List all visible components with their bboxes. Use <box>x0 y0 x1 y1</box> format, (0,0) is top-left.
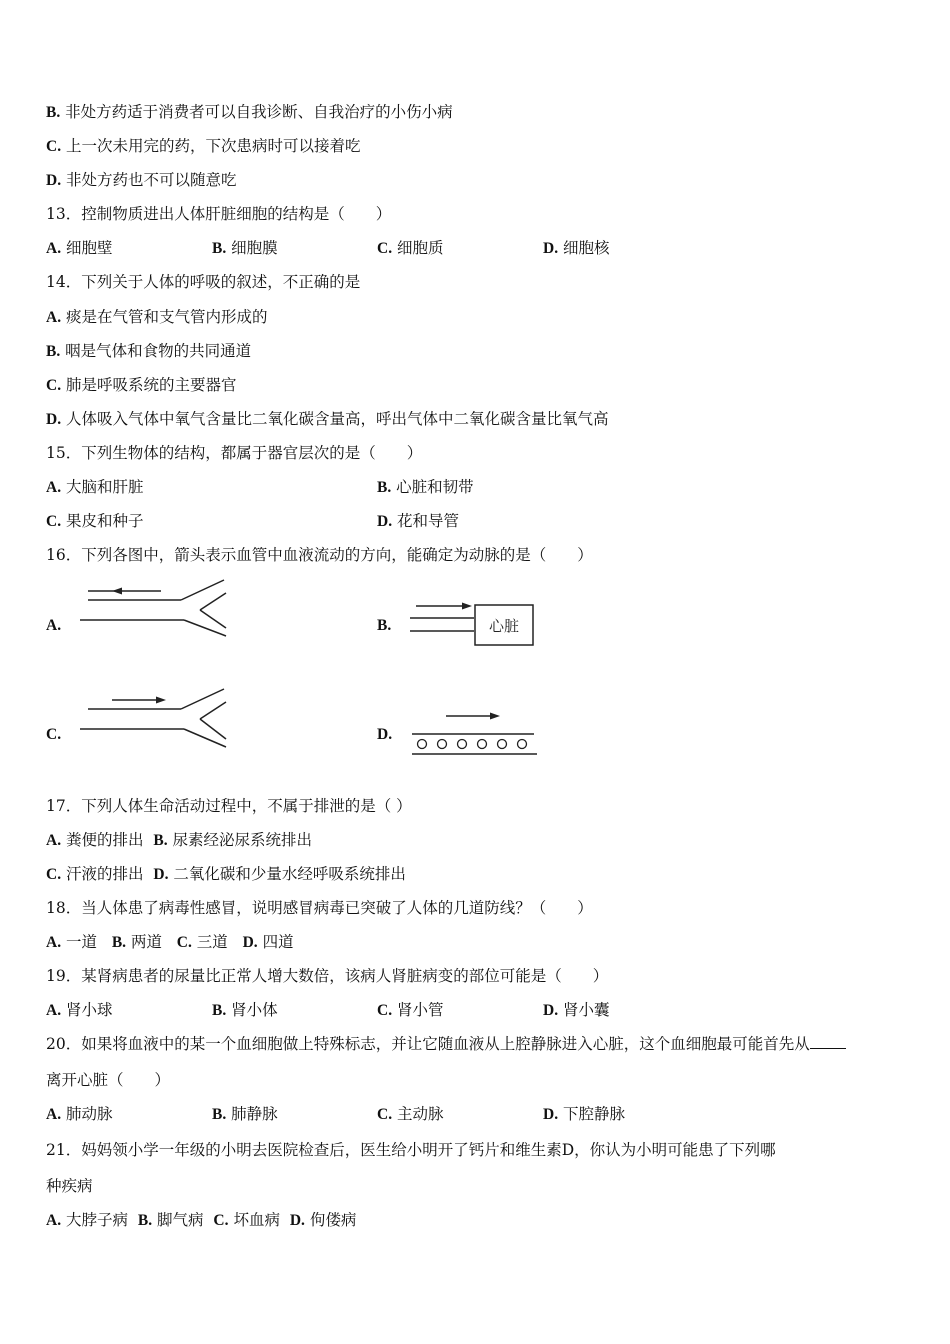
q16-d-arrowhead <box>490 713 500 720</box>
q16-label-d: D. <box>377 726 393 743</box>
q20-answer-blank[interactable] <box>810 1034 846 1049</box>
q16-d-cell <box>498 740 507 749</box>
q17-options-cd: C. 汗液的排出 D. 二氧化碳和少量水经呼吸系统排出 <box>46 865 406 883</box>
q16-c-arrowhead <box>156 697 166 704</box>
q20-stem-line2: 离开心脏（ ） <box>46 1071 171 1089</box>
q16-b-arrowhead <box>462 603 472 610</box>
q19-stem: 19．某肾病患者的尿量比正常人增大数倍，该病人肾脏病变的部位可能是（ ） <box>46 967 609 985</box>
q16-diagram-c <box>76 687 236 749</box>
q16-stem: 16．下列各图中，箭头表示血管中血液流动的方向，能确定为动脉的是（ ） <box>46 546 593 564</box>
q21-stem-line2: 种疾病 <box>46 1177 93 1195</box>
q16-c-branch-bottom <box>184 729 226 747</box>
q16-d-cell <box>418 740 427 749</box>
q15-option-b: B. 心脏和韧带 <box>377 478 474 496</box>
q16-b-heart-label: 心脏 <box>488 617 520 635</box>
q16-diagram-b <box>404 598 539 648</box>
q20-option-b: B. 肺静脉 <box>212 1105 278 1123</box>
q16-d-cell <box>478 740 487 749</box>
q18-stem: 18．当人体患了病毒性感冒，说明感冒病毒已突破了人体的几道防线？（ ） <box>46 899 593 917</box>
q16-label-c: C. <box>46 726 62 743</box>
q20-option-c: C. 主动脉 <box>377 1105 444 1123</box>
q16-c-fork-lower <box>200 719 226 739</box>
q13-option-a: A. 细胞壁 <box>46 239 113 257</box>
q15-stem: 15．下列生物体的结构，都属于器官层次的是（ ） <box>46 444 423 462</box>
q17-options-ab: A. 粪便的排出 B. 尿素经泌尿系统排出 <box>46 831 313 849</box>
q16-label-b: B. <box>377 617 392 634</box>
q16-a-fork-upper <box>200 593 226 610</box>
q16-a-branch-bottom <box>184 620 226 636</box>
q13-stem: 13．控制物质进出人体肝脏细胞的结构是（ ） <box>46 205 392 223</box>
q16-diagram-d <box>404 706 544 758</box>
q14-stem: 14．下列关于人体的呼吸的叙述，不正确的是 <box>46 273 361 291</box>
q21-stem-line1: 21．妈妈领小学一年级的小明去医院检查后，医生给小明开了钙片和维生素D，你认为小明可能患了下列哪 <box>46 1141 776 1159</box>
q16-d-cell <box>438 740 447 749</box>
q20-option-a: A. 肺动脉 <box>46 1105 113 1123</box>
q17-stem: 17．下列人体生命活动过程中，不属于排泄的是（ ） <box>46 797 412 815</box>
q12-option-d: D. 非处方药也不可以随意吃 <box>46 171 237 189</box>
q16-d-cell <box>458 740 467 749</box>
q14-option-d: D. 人体吸入气体中氧气含量比二氧化碳含量高，呼出气体中二氧化碳含量比氧气高 <box>46 410 609 428</box>
q19-option-c: C. 肾小管 <box>377 1001 444 1019</box>
q16-d-cell <box>518 740 527 749</box>
q16-a-arrowhead <box>112 588 122 595</box>
q14-option-a: A. 痰是在气管和支气管内形成的 <box>46 308 268 326</box>
q19-option-b: B. 肾小体 <box>212 1001 278 1019</box>
q16-diagram-a <box>76 578 236 638</box>
q13-option-c: C. 细胞质 <box>377 239 444 257</box>
q15-option-c: C. 果皮和种子 <box>46 512 144 530</box>
q16-label-a: A. <box>46 617 62 634</box>
q16-c-branch-top <box>181 689 224 709</box>
q21-options: A. 大脖子病 B. 脚气病 C. 坏血病 D. 佝偻病 <box>46 1211 357 1229</box>
q20-stem-line1: 20．如果将血液中的某一个血细胞做上特殊标志，并让它随血液从上腔静脉进入心脏，这个血细胞最可能首先从 <box>46 1034 846 1054</box>
q12-option-b: B. 非处方药适于消费者可以自我诊断、自我治疗的小伤小病 <box>46 103 453 121</box>
q13-option-d: D. 细胞核 <box>543 239 610 257</box>
q14-option-c: C. 肺是呼吸系统的主要器官 <box>46 376 237 394</box>
q16-a-branch-top <box>181 580 224 600</box>
q13-option-b: B. 细胞膜 <box>212 239 278 257</box>
q19-option-a: A. 肾小球 <box>46 1001 113 1019</box>
q15-option-d: D. 花和导管 <box>377 512 460 530</box>
q19-option-d: D. 肾小囊 <box>543 1001 610 1019</box>
q16-a-fork-lower <box>200 610 226 628</box>
q20-option-d: D. 下腔静脉 <box>543 1105 626 1123</box>
q12-option-c: C. 上一次未用完的药，下次患病时可以接着吃 <box>46 137 361 155</box>
q18-options: A. 一道 B. 两道 C. 三道 D. 四道 <box>46 933 294 951</box>
q16-c-fork-upper <box>200 702 226 719</box>
q14-option-b: B. 咽是气体和食物的共同通道 <box>46 342 252 360</box>
q15-option-a: A. 大脑和肝脏 <box>46 478 144 496</box>
